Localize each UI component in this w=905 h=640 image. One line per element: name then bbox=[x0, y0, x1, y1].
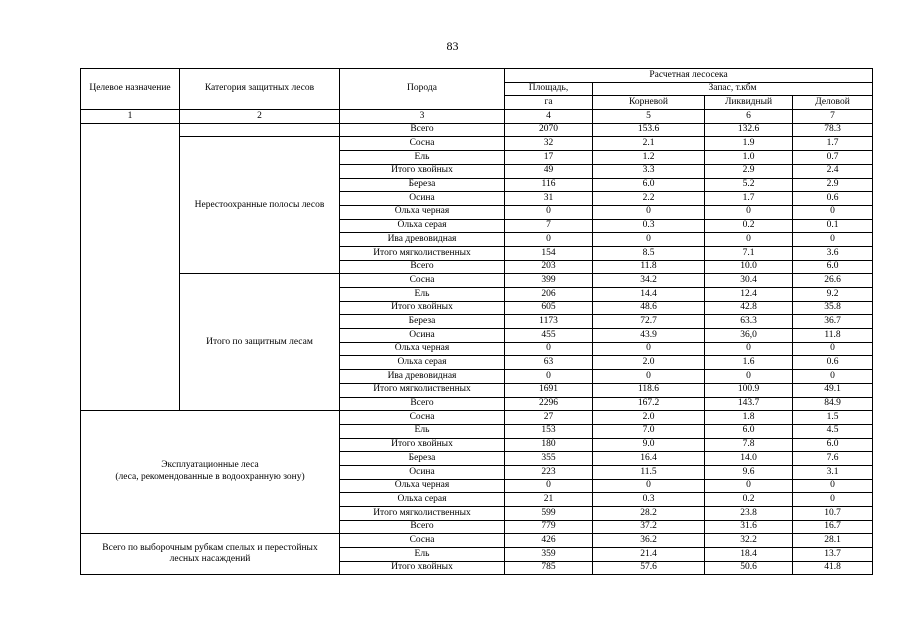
liquid-stock-cell: 1.8 bbox=[705, 411, 793, 425]
liquid-stock-cell: 0 bbox=[705, 233, 793, 247]
area-cell: 180 bbox=[505, 438, 593, 452]
category-cell-empty bbox=[180, 123, 340, 137]
colnum-5: 5 bbox=[593, 110, 705, 124]
business-stock-cell: 1.7 bbox=[793, 137, 873, 151]
species-cell: Итого хвойных bbox=[340, 301, 505, 315]
group-label-line-2: (леса, рекомендованные в водоохранную зону) bbox=[115, 472, 305, 483]
area-cell: 0 bbox=[505, 370, 593, 384]
business-stock-cell: 3.1 bbox=[793, 465, 873, 479]
root-stock-cell: 7.0 bbox=[593, 424, 705, 438]
header-area-label: Площадь, bbox=[505, 82, 593, 96]
header-species: Порода bbox=[340, 69, 505, 110]
species-cell: Итого хвойных bbox=[340, 561, 505, 575]
business-stock-cell: 0 bbox=[793, 342, 873, 356]
group-label-line-1: Эксплуатационные леса bbox=[161, 460, 259, 471]
liquid-stock-cell: 2.9 bbox=[705, 164, 793, 178]
liquid-stock-cell: 63.3 bbox=[705, 315, 793, 329]
species-cell: Ольха серая bbox=[340, 356, 505, 370]
liquid-stock-cell: 30.4 bbox=[705, 274, 793, 288]
liquid-stock-cell: 1.7 bbox=[705, 192, 793, 206]
root-stock-cell: 57.6 bbox=[593, 561, 705, 575]
business-stock-cell: 10.7 bbox=[793, 507, 873, 521]
root-stock-cell: 14.4 bbox=[593, 288, 705, 302]
species-cell: Ива древовидная bbox=[340, 370, 505, 384]
root-stock-cell: 36.2 bbox=[593, 534, 705, 548]
root-stock-cell: 118.6 bbox=[593, 383, 705, 397]
root-stock-cell: 2.1 bbox=[593, 137, 705, 151]
business-stock-cell: 6.0 bbox=[793, 260, 873, 274]
species-cell: Сосна bbox=[340, 137, 505, 151]
root-stock-cell: 6.0 bbox=[593, 178, 705, 192]
root-stock-cell: 11.8 bbox=[593, 260, 705, 274]
business-stock-cell: 35.8 bbox=[793, 301, 873, 315]
area-cell: 2070 bbox=[505, 123, 593, 137]
liquid-stock-cell: 7.1 bbox=[705, 246, 793, 260]
business-stock-cell: 7.6 bbox=[793, 452, 873, 466]
area-cell: 0 bbox=[505, 479, 593, 493]
area-cell: 31 bbox=[505, 192, 593, 206]
root-stock-cell: 72.7 bbox=[593, 315, 705, 329]
business-stock-cell: 0 bbox=[793, 233, 873, 247]
species-cell: Сосна bbox=[340, 411, 505, 425]
business-stock-cell: 4.5 bbox=[793, 424, 873, 438]
column-number-row bbox=[81, 110, 873, 124]
liquid-stock-cell: 10.0 bbox=[705, 260, 793, 274]
species-cell: Итого мягколиственных bbox=[340, 507, 505, 521]
area-cell: 1691 bbox=[505, 383, 593, 397]
root-stock-cell: 43.9 bbox=[593, 329, 705, 343]
header-stock: Запас, т.кбм bbox=[593, 82, 873, 96]
species-cell: Итого мягколиственных bbox=[340, 383, 505, 397]
liquid-stock-cell: 31.6 bbox=[705, 520, 793, 534]
liquid-stock-cell: 1.0 bbox=[705, 151, 793, 165]
business-stock-cell: 49.1 bbox=[793, 383, 873, 397]
area-cell: 785 bbox=[505, 561, 593, 575]
species-cell: Ольха серая bbox=[340, 493, 505, 507]
group-label-line-2: лесных насаждений bbox=[169, 554, 251, 565]
liquid-stock-cell: 9.6 bbox=[705, 465, 793, 479]
area-cell: 223 bbox=[505, 465, 593, 479]
business-stock-cell: 13.7 bbox=[793, 548, 873, 562]
area-cell: 359 bbox=[505, 548, 593, 562]
species-cell: Ольха серая bbox=[340, 219, 505, 233]
species-cell: Итого хвойных bbox=[340, 438, 505, 452]
species-cell: Итого хвойных bbox=[340, 164, 505, 178]
root-stock-cell: 34.2 bbox=[593, 274, 705, 288]
root-stock-cell: 28.2 bbox=[593, 507, 705, 521]
area-cell: 27 bbox=[505, 411, 593, 425]
liquid-stock-cell: 18.4 bbox=[705, 548, 793, 562]
area-cell: 355 bbox=[505, 452, 593, 466]
colnum-7: 7 bbox=[793, 110, 873, 124]
root-stock-cell: 0 bbox=[593, 342, 705, 356]
liquid-stock-cell: 14.0 bbox=[705, 452, 793, 466]
root-stock-cell: 0.3 bbox=[593, 493, 705, 507]
root-stock-cell: 167.2 bbox=[593, 397, 705, 411]
area-cell: 0 bbox=[505, 342, 593, 356]
purpose-cell-protective bbox=[81, 123, 180, 410]
area-cell: 605 bbox=[505, 301, 593, 315]
purpose-cell-exploitation bbox=[81, 411, 340, 534]
table-row bbox=[81, 137, 873, 151]
liquid-stock-cell: 6.0 bbox=[705, 424, 793, 438]
business-stock-cell: 16.7 bbox=[793, 520, 873, 534]
species-cell: Ель bbox=[340, 288, 505, 302]
area-cell: 154 bbox=[505, 246, 593, 260]
header-area-unit: га bbox=[505, 96, 593, 110]
liquid-stock-cell: 1.9 bbox=[705, 137, 793, 151]
liquid-stock-cell: 0.2 bbox=[705, 493, 793, 507]
root-stock-cell: 0 bbox=[593, 479, 705, 493]
root-stock-cell: 8.5 bbox=[593, 246, 705, 260]
business-stock-cell: 28.1 bbox=[793, 534, 873, 548]
area-cell: 116 bbox=[505, 178, 593, 192]
area-cell: 32 bbox=[505, 137, 593, 151]
liquid-stock-cell: 100.9 bbox=[705, 383, 793, 397]
area-cell: 21 bbox=[505, 493, 593, 507]
liquid-stock-cell: 143.7 bbox=[705, 397, 793, 411]
colnum-4: 4 bbox=[505, 110, 593, 124]
business-stock-cell: 9.2 bbox=[793, 288, 873, 302]
header-business: Деловой bbox=[793, 96, 873, 110]
area-cell: 0 bbox=[505, 233, 593, 247]
business-stock-cell: 0.7 bbox=[793, 151, 873, 165]
business-stock-cell: 0.6 bbox=[793, 356, 873, 370]
area-cell: 426 bbox=[505, 534, 593, 548]
root-stock-cell: 3.3 bbox=[593, 164, 705, 178]
species-cell: Береза bbox=[340, 452, 505, 466]
colnum-6: 6 bbox=[705, 110, 793, 124]
liquid-stock-cell: 7.8 bbox=[705, 438, 793, 452]
business-stock-cell: 11.8 bbox=[793, 329, 873, 343]
table-row bbox=[81, 123, 873, 137]
area-cell: 1173 bbox=[505, 315, 593, 329]
liquid-stock-cell: 12.4 bbox=[705, 288, 793, 302]
business-stock-cell: 3.6 bbox=[793, 246, 873, 260]
area-cell: 779 bbox=[505, 520, 593, 534]
liquid-stock-cell: 36,0 bbox=[705, 329, 793, 343]
liquid-stock-cell: 0 bbox=[705, 342, 793, 356]
species-cell: Ольха черная bbox=[340, 205, 505, 219]
root-stock-cell: 2.0 bbox=[593, 356, 705, 370]
root-stock-cell: 48.6 bbox=[593, 301, 705, 315]
root-stock-cell: 0 bbox=[593, 370, 705, 384]
area-cell: 63 bbox=[505, 356, 593, 370]
header-category: Категория защитных лесов bbox=[180, 69, 340, 110]
liquid-stock-cell: 0 bbox=[705, 205, 793, 219]
allowable-cut-table bbox=[80, 68, 873, 575]
header-root: Корневой bbox=[593, 96, 705, 110]
business-stock-cell: 0 bbox=[793, 370, 873, 384]
root-stock-cell: 9.0 bbox=[593, 438, 705, 452]
root-stock-cell: 2.0 bbox=[593, 411, 705, 425]
business-stock-cell: 0 bbox=[793, 493, 873, 507]
root-stock-cell: 1.2 bbox=[593, 151, 705, 165]
business-stock-cell: 26.6 bbox=[793, 274, 873, 288]
species-cell: Ель bbox=[340, 151, 505, 165]
liquid-stock-cell: 1.6 bbox=[705, 356, 793, 370]
table-row bbox=[81, 534, 873, 548]
liquid-stock-cell: 132.6 bbox=[705, 123, 793, 137]
species-cell: Осина bbox=[340, 329, 505, 343]
species-cell: Ольха черная bbox=[340, 342, 505, 356]
species-cell: Береза bbox=[340, 315, 505, 329]
species-cell: Береза bbox=[340, 178, 505, 192]
business-stock-cell: 41.8 bbox=[793, 561, 873, 575]
root-stock-cell: 2.2 bbox=[593, 192, 705, 206]
category-cell-spawning-strips: Нерестоохранные полосы лесов bbox=[180, 137, 340, 274]
species-cell: Ольха черная bbox=[340, 479, 505, 493]
header-liquid: Ликвидный bbox=[705, 96, 793, 110]
business-stock-cell: 1.5 bbox=[793, 411, 873, 425]
species-cell: Ива древовидная bbox=[340, 233, 505, 247]
root-stock-cell: 37.2 bbox=[593, 520, 705, 534]
business-stock-cell: 84.9 bbox=[793, 397, 873, 411]
purpose-cell-selective-total bbox=[81, 534, 340, 575]
business-stock-cell: 0.1 bbox=[793, 219, 873, 233]
area-cell: 7 bbox=[505, 219, 593, 233]
species-cell: Сосна bbox=[340, 274, 505, 288]
liquid-stock-cell: 0.2 bbox=[705, 219, 793, 233]
colnum-3: 3 bbox=[340, 110, 505, 124]
species-cell: Осина bbox=[340, 465, 505, 479]
colnum-1: 1 bbox=[81, 110, 180, 124]
business-stock-cell: 36.7 bbox=[793, 315, 873, 329]
root-stock-cell: 11.5 bbox=[593, 465, 705, 479]
business-stock-cell: 0.6 bbox=[793, 192, 873, 206]
page-number: 83 bbox=[446, 39, 459, 53]
area-cell: 2296 bbox=[505, 397, 593, 411]
root-stock-cell: 0 bbox=[593, 233, 705, 247]
species-cell: Ель bbox=[340, 424, 505, 438]
species-cell: Сосна bbox=[340, 534, 505, 548]
category-cell-total-protective: Итого по защитным лесам bbox=[180, 274, 340, 411]
liquid-stock-cell: 5.2 bbox=[705, 178, 793, 192]
area-cell: 455 bbox=[505, 329, 593, 343]
business-stock-cell: 0 bbox=[793, 479, 873, 493]
table-row bbox=[81, 411, 873, 425]
header-purpose: Целевое назначение bbox=[81, 69, 180, 110]
species-cell: Итого мягколиственных bbox=[340, 246, 505, 260]
business-stock-cell: 2.4 bbox=[793, 164, 873, 178]
area-cell: 49 bbox=[505, 164, 593, 178]
liquid-stock-cell: 23.8 bbox=[705, 507, 793, 521]
root-stock-cell: 0 bbox=[593, 205, 705, 219]
area-cell: 399 bbox=[505, 274, 593, 288]
root-stock-cell: 21.4 bbox=[593, 548, 705, 562]
business-stock-cell: 78.3 bbox=[793, 123, 873, 137]
species-cell: Всего bbox=[340, 123, 505, 137]
species-cell: Ель bbox=[340, 548, 505, 562]
business-stock-cell: 0 bbox=[793, 205, 873, 219]
liquid-stock-cell: 0 bbox=[705, 370, 793, 384]
header-allowable-cut: Расчетная лесосека bbox=[505, 69, 873, 83]
area-cell: 0 bbox=[505, 205, 593, 219]
liquid-stock-cell: 50.6 bbox=[705, 561, 793, 575]
area-cell: 599 bbox=[505, 507, 593, 521]
species-cell: Всего bbox=[340, 397, 505, 411]
area-cell: 206 bbox=[505, 288, 593, 302]
liquid-stock-cell: 0 bbox=[705, 479, 793, 493]
group-label-line-1: Всего по выборочным рубкам спелых и перестойных bbox=[102, 542, 318, 553]
liquid-stock-cell: 32.2 bbox=[705, 534, 793, 548]
area-cell: 17 bbox=[505, 151, 593, 165]
area-cell: 153 bbox=[505, 424, 593, 438]
area-cell: 203 bbox=[505, 260, 593, 274]
root-stock-cell: 16.4 bbox=[593, 452, 705, 466]
colnum-2: 2 bbox=[180, 110, 340, 124]
liquid-stock-cell: 42.8 bbox=[705, 301, 793, 315]
root-stock-cell: 153.6 bbox=[593, 123, 705, 137]
header-row-1 bbox=[81, 69, 873, 83]
species-cell: Всего bbox=[340, 520, 505, 534]
species-cell: Всего bbox=[340, 260, 505, 274]
business-stock-cell: 2.9 bbox=[793, 178, 873, 192]
business-stock-cell: 6.0 bbox=[793, 438, 873, 452]
table-row bbox=[81, 274, 873, 288]
species-cell: Осина bbox=[340, 192, 505, 206]
root-stock-cell: 0.3 bbox=[593, 219, 705, 233]
